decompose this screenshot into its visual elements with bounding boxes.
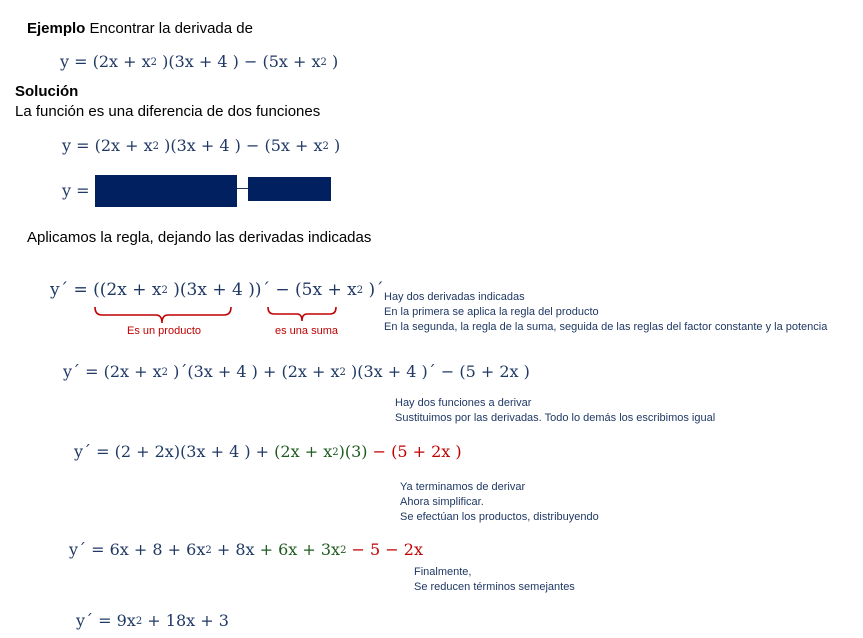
function-box-1 [95, 175, 237, 207]
step2-equation [63, 362, 530, 381]
exponent: 2 [152, 141, 160, 152]
example-heading [27, 20, 253, 37]
eq-text: )´(3x + 4 ) + (2x + x [173, 362, 340, 381]
note-line: Ahora simplificar. [400, 496, 484, 508]
exponent: 2 [135, 616, 143, 627]
eq-text: y´ = 9x [76, 611, 136, 630]
example-equation [60, 52, 338, 71]
eq-text: + 6x + 3x [254, 540, 341, 559]
eq-text: (2x + x [94, 136, 153, 155]
eq-text: y´ = (2x + x [63, 362, 162, 381]
eq-text: y = [60, 52, 88, 71]
eq-text: y´ = 6x + 8 + 6x [69, 540, 206, 559]
exponent: 2 [320, 57, 327, 68]
eq-text-red: − (5 + 2x ) [367, 442, 462, 461]
eq-text: )(3x + 4 ) − (5x + x [164, 136, 323, 155]
exponent: 2 [356, 285, 364, 296]
note-line: Hay dos derivadas indicadas [384, 291, 525, 303]
eq-text: )(3x + 4 ) − (5x + x [162, 52, 321, 71]
exponent: 2 [161, 367, 169, 378]
eq-text: )(3x + 4 ))´ − (5x + x [173, 280, 357, 300]
eq-text: y = [62, 136, 90, 155]
eq-text: (2x + x [92, 52, 151, 71]
step4-equation [69, 540, 423, 559]
exponent: 2 [205, 545, 212, 556]
sum-brace [268, 307, 336, 321]
rule-equation [50, 280, 384, 300]
solution-equation [62, 136, 340, 155]
solution-label: Solución [15, 83, 79, 100]
eq-text-green [255, 540, 347, 559]
step3-notes [400, 480, 599, 525]
eq-text: + 18x + 3 [142, 611, 229, 630]
exponent: 2 [150, 57, 158, 68]
note-line: Ya terminamos de derivar [400, 481, 526, 493]
eq-text: y´ = (2 + 2x)(3x + 4 ) + [74, 442, 275, 461]
note-line: Se efectúan los productos, distribuyendo [400, 511, 599, 523]
eq-text: ) [334, 136, 341, 155]
note-line: Se reducen términos semejantes [414, 581, 575, 593]
note-line: Hay dos funciones a derivar [395, 397, 532, 409]
underbraces [90, 305, 350, 327]
note-line: En la primera se aplica la regla del producto [384, 306, 599, 318]
example-text: Encontrar la derivada de [89, 20, 253, 37]
step2-notes [395, 396, 715, 426]
function-box-2 [248, 177, 331, 201]
eq-text: ) [332, 52, 339, 71]
eq-text: + 8x [211, 540, 255, 559]
eq-text: y´ = ((2x + x [50, 280, 162, 300]
rule-notes [384, 290, 827, 335]
product-brace [95, 307, 231, 323]
note-line: Sustituimos por las derivadas. Todo lo demás los escribimos igual [395, 412, 716, 424]
exponent: 2 [332, 447, 339, 458]
product-brace-label: Es un producto [127, 325, 201, 337]
eq-text-red: − 5 − 2x [346, 540, 423, 559]
step3-equation [74, 442, 462, 461]
eq-text: )(3) [338, 442, 368, 461]
solution-intro: La función es una diferencia de dos funciones [15, 103, 321, 120]
exponent: 2 [322, 141, 329, 152]
box-equation-label: y = [62, 181, 90, 200]
rule-text: Aplicamos la regla, dejando las derivadas indicadas [27, 229, 372, 246]
example-label: Ejemplo [27, 20, 86, 37]
eq-text: (2x + x [274, 442, 333, 461]
eq-text: )´ [368, 280, 384, 300]
exponent: 2 [161, 285, 168, 296]
exponent: 2 [339, 367, 346, 378]
note-line: Finalmente, [414, 566, 472, 578]
eq-text-green [274, 442, 367, 461]
exponent: 2 [340, 545, 347, 556]
sum-brace-label: es una suma [275, 325, 338, 337]
note-line: En la segunda, la regla de la suma, seguida de las reglas del factor constante y la potencia [384, 321, 828, 333]
step4-notes [414, 565, 575, 595]
eq-text: )(3x + 4 )´ − (5 + 2x ) [351, 362, 530, 381]
final-equation [76, 611, 229, 630]
